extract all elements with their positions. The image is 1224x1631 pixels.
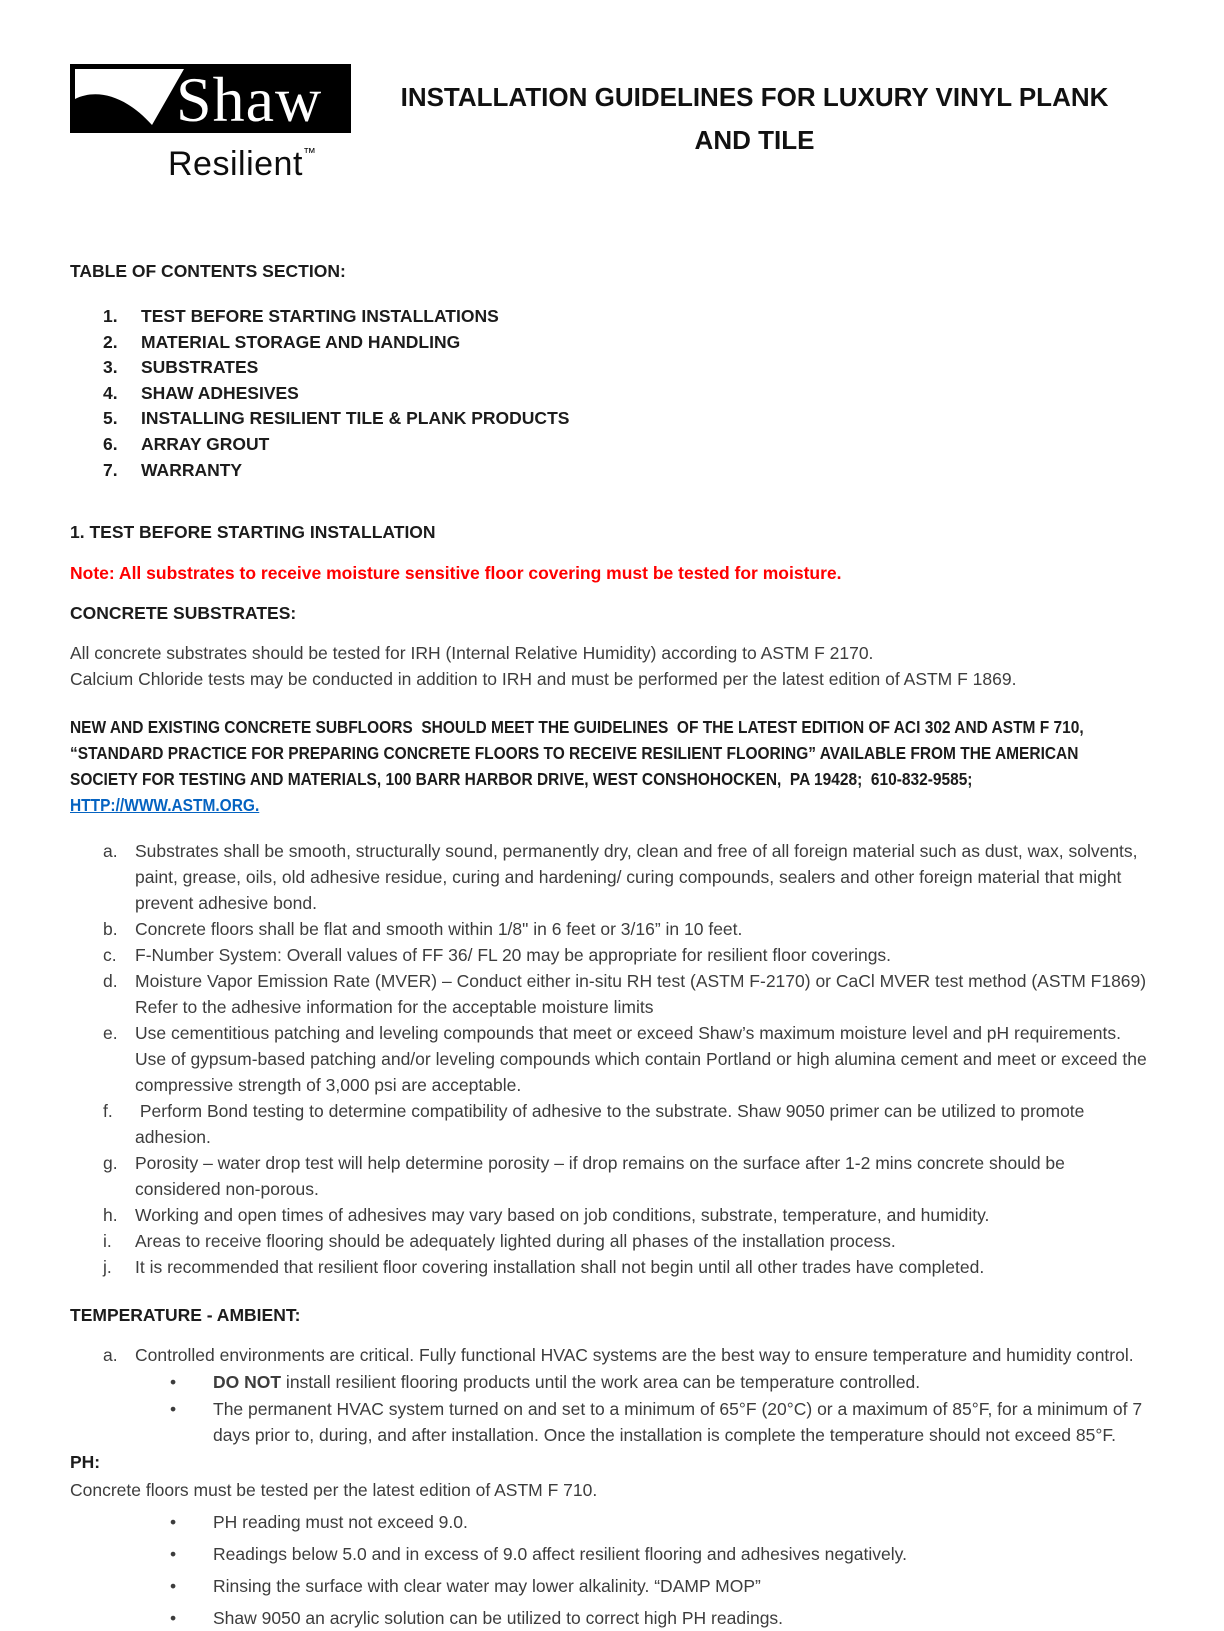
list-item xyxy=(70,1150,1154,1202)
logo-resilient-label: Resilient™ xyxy=(168,145,316,183)
bullet-icon: • xyxy=(170,1608,177,1629)
toc-item-number: 1. xyxy=(103,306,118,326)
bullet-text xyxy=(213,1369,1154,1395)
bullet-text: Rinsing the surface with clear water may lower alkalinity. “DAMP MOP” xyxy=(213,1576,761,1597)
ph-intro: Concrete floors must be tested per the latest edition of ASTM F 710. xyxy=(70,1480,598,1501)
list-item xyxy=(70,968,1154,1020)
toc-list xyxy=(70,304,1154,483)
list-item xyxy=(70,1228,1154,1254)
paragraph-line: Calcium Chloride tests may be conducted in addition to IRH and must be performed per the latest edition of ASTM F 1869. xyxy=(70,669,1017,690)
shaw-logo-icon xyxy=(70,64,351,133)
toc-item-label: SHAW ADHESIVES xyxy=(141,382,299,403)
list-item-text: Use cementitious patching and leveling compounds that meet or exceed Shaw’s maximum moisture level and pH requirements. Use of gypsum-based patching and/or leveling compounds which contain Portland or high alumina cement and meet or exceed the compressive strength of 3,000 psi are acceptable. xyxy=(135,1023,1152,1096)
list-item-text: Moisture Vapor Emission Rate (MVER) – Conduct either in-situ RH test (ASTM F-2170) or CaCl MVER test method (ASTM F1869) Refer to the adhesive information for the acceptable moisture limits xyxy=(135,971,1151,1018)
list-item-letter: c. xyxy=(103,945,117,966)
ph-bullet-list xyxy=(70,1509,1154,1631)
ph-heading: PH: xyxy=(70,1452,101,1473)
list-item-text: Substrates shall be smooth, structurally sound, permanently dry, clean and free of all foreign material such as dust, wax, solvents, paint, grease, oils, old adhesive residue, curing and hardening/ curing compounds, sealers and other foreign material that might prevent adhesive bond. xyxy=(135,841,1143,914)
toc-item-number: 3. xyxy=(103,357,118,378)
bullet-icon: • xyxy=(170,1544,177,1565)
bullet-item xyxy=(70,1573,1154,1599)
bullet-text: PH reading must not exceed 9.0. xyxy=(213,1512,468,1533)
toc-heading: TABLE OF CONTENTS SECTION: xyxy=(70,261,346,281)
bullet-rest-text: The permanent HVAC system turned on and set to a minimum of 65°F (20°C) or a maximum of 85°F, for a minimum of 7 days prior to, during, and after installation. Once the installation is complete the temperature should not exceed 85°F. xyxy=(213,1399,1143,1446)
bullet-icon: • xyxy=(170,1399,177,1420)
trademark-symbol: ™ xyxy=(302,145,316,160)
toc-item xyxy=(70,330,1154,356)
bullet-item xyxy=(70,1509,1154,1535)
list-item-text: It is recommended that resilient floor covering installation shall not begin until all other trades have completed. xyxy=(135,1257,985,1278)
concrete-substrates-heading: CONCRETE SUBSTRATES: xyxy=(70,603,297,624)
toc-item-number: 5. xyxy=(103,408,118,429)
bullet-rest-text: install resilient flooring products until the work area can be temperature controlled. xyxy=(281,1372,921,1393)
temperature-heading: TEMPERATURE - AMBIENT: xyxy=(70,1305,301,1326)
toc-item-number: 4. xyxy=(103,382,118,403)
toc-item-label: INSTALLING RESILIENT TILE & PLANK PRODUCTS xyxy=(141,408,570,429)
toc-item xyxy=(70,458,1154,484)
list-item-letter: e. xyxy=(103,1023,118,1044)
paragraph-line: All concrete substrates should be tested for IRH (Internal Relative Humidity) according to ASTM F 2170. xyxy=(70,643,874,664)
list-item-text: F-Number System: Overall values of FF 36/ FL 20 may be appropriate for resilient floor coverings. xyxy=(135,945,892,966)
document-title: INSTALLATION GUIDELINES FOR LUXURY VINYL PLANK AND TILE xyxy=(400,82,1109,155)
bullet-item xyxy=(70,1541,1154,1567)
astm-link[interactable]: HTTP://WWW.ASTM.ORG. xyxy=(70,795,260,816)
toc-item-label: ARRAY GROUT xyxy=(141,433,270,454)
bullet-text xyxy=(213,1396,1154,1448)
list-item-letter: i. xyxy=(103,1231,112,1252)
list-item xyxy=(70,916,1154,942)
subfloors-guidelines-paragraph xyxy=(70,714,1145,818)
temperature-item-a xyxy=(70,1342,1154,1368)
list-item-text: Working and open times of adhesives may vary based on job conditions, substrate, temperature, and humidity. xyxy=(135,1205,990,1226)
substrate-requirements-list xyxy=(70,838,1154,1280)
concrete-substrates-paragraph xyxy=(70,640,1154,692)
bullet-text: Shaw 9050 an acrylic solution can be utilized to correct high PH readings. xyxy=(213,1608,784,1629)
bullet-icon: • xyxy=(170,1576,177,1597)
bullet-text: Readings below 5.0 and in excess of 9.0 affect resilient flooring and adhesives negatively. xyxy=(213,1544,907,1565)
bullet-bold-text: DO NOT xyxy=(213,1372,282,1393)
list-item-text: Concrete floors shall be flat and smooth within 1/8" in 6 feet or 3/16” in 10 feet. xyxy=(135,919,743,940)
list-item-text: Areas to receive flooring should be adequately lighted during all phases of the installation process. xyxy=(135,1231,896,1252)
list-item xyxy=(70,1020,1154,1098)
shaw-logo-wordmark: Shaw xyxy=(176,64,323,133)
list-item-text: Perform Bond testing to determine compatibility of adhesive to the substrate. Shaw 9050 primer can be utilized to promote adhesion. xyxy=(135,1101,1090,1148)
list-item-letter: h. xyxy=(103,1205,118,1226)
bullet-item xyxy=(70,1396,1154,1448)
toc-item-label: SUBSTRATES xyxy=(141,357,259,378)
toc-item-label: MATERIAL STORAGE AND HANDLING xyxy=(141,331,461,352)
list-item xyxy=(70,942,1154,968)
list-item-letter: a. xyxy=(103,1345,118,1366)
list-item-letter: d. xyxy=(103,971,118,992)
toc-item-label: TEST BEFORE STARTING INSTALLATIONS xyxy=(141,306,499,326)
moisture-note: Note: All substrates to receive moisture sensitive floor covering must be tested for moisture. xyxy=(70,563,842,584)
bullet-item xyxy=(70,1605,1154,1631)
list-item xyxy=(70,838,1154,916)
toc-item-label: WARRANTY xyxy=(141,459,243,480)
subfloors-guidelines-text: NEW AND EXISTING CONCRETE SUBFLOORS SHOULD MEET THE GUIDELINES OF THE LATEST EDITION OF ACI 302 AND ASTM F 710, “STANDARD PRACTICE FOR PREPARING CONCRETE FLOORS TO RECEIVE RESILIENT FLOORING” AVAILABLE FROM THE AMERICAN SOCIETY FOR TESTING AND MATERIALS, 100 BARR HARBOR DRIVE, WEST CONSHOHOCKEN, PA 19428; 610-832-9585; xyxy=(70,717,1088,790)
toc-item xyxy=(70,406,1154,432)
bullet-icon: • xyxy=(170,1372,177,1393)
temperature-bullet-list xyxy=(70,1369,1154,1448)
toc-item-number: 2. xyxy=(103,331,118,352)
list-item-letter: f. xyxy=(103,1101,113,1122)
list-item xyxy=(70,1202,1154,1228)
list-item-text: Controlled environments are critical. Fully functional HVAC systems are the best way to ensure temperature and humidity control. xyxy=(135,1345,1134,1366)
page-header xyxy=(70,64,1154,184)
list-item xyxy=(70,1098,1154,1150)
toc-item xyxy=(70,432,1154,458)
section1-heading: 1. TEST BEFORE STARTING INSTALLATION xyxy=(70,522,436,543)
toc-item-number: 7. xyxy=(103,459,118,480)
shaw-resilient-logo xyxy=(70,64,355,184)
list-item-text: Porosity – water drop test will help determine porosity – if drop remains on the surface after 1-2 mins concrete should be considered non-porous. xyxy=(135,1153,1070,1200)
toc-item-number: 6. xyxy=(103,433,118,454)
list-item xyxy=(70,1254,1154,1280)
bullet-icon: • xyxy=(170,1512,177,1533)
toc-item xyxy=(70,381,1154,407)
list-item-letter: b. xyxy=(103,919,118,940)
list-item-letter: j. xyxy=(103,1257,112,1278)
bullet-item xyxy=(70,1369,1154,1395)
toc-item xyxy=(70,304,1154,330)
toc-item xyxy=(70,355,1154,381)
list-item-letter: g. xyxy=(103,1153,118,1174)
list-item-letter: a. xyxy=(103,841,118,862)
